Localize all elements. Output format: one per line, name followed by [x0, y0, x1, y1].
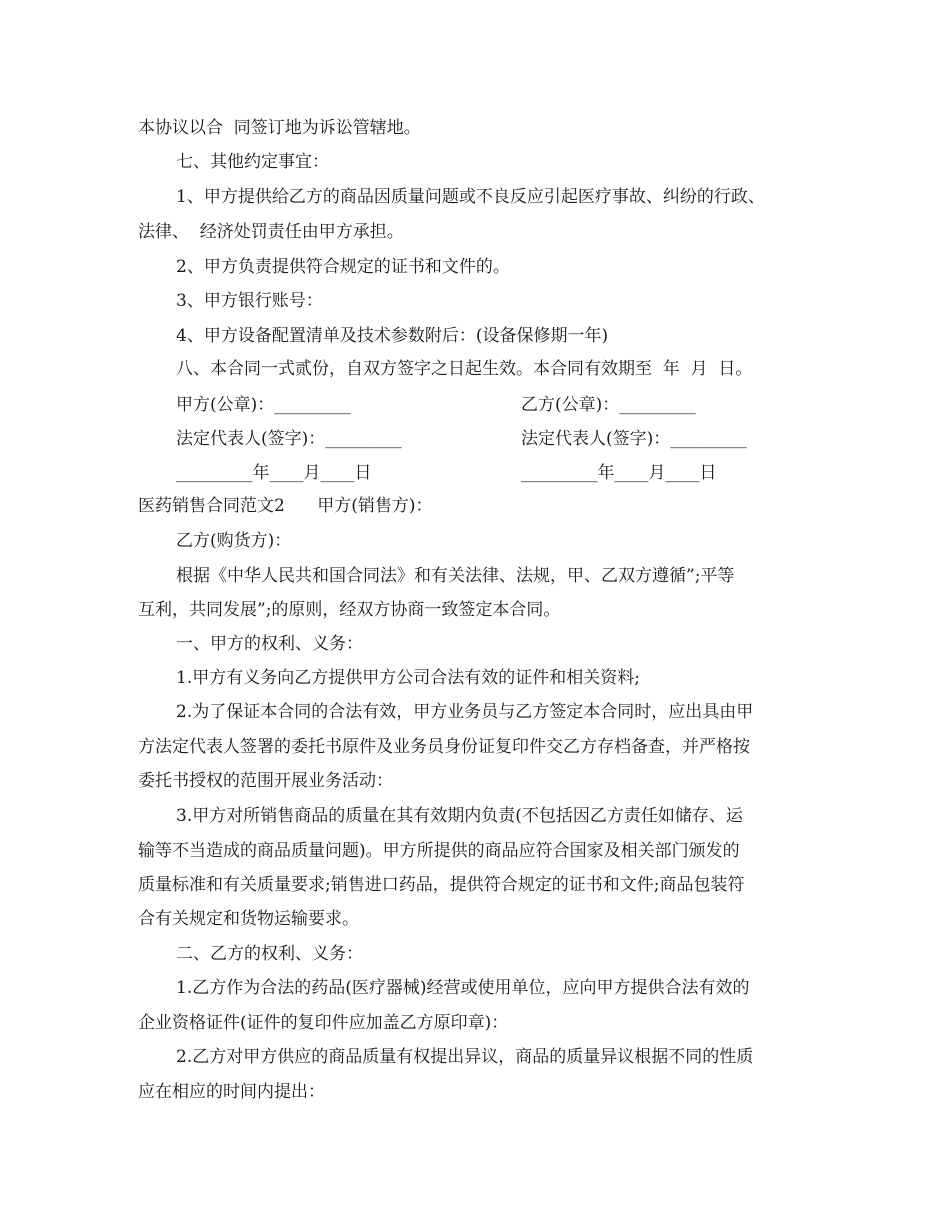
text-line: 4、甲方设备配置清单及技术参数附后：(设备保修期一年) [176, 326, 609, 346]
text-line: 乙方(购货方)： [176, 531, 292, 551]
text-line: 合有关规定和货物运输要求。 [138, 909, 359, 929]
section-heading: 一、甲方的权利、义务： [176, 634, 363, 654]
party-a-seal-field: 甲方(公章)：_________ [176, 395, 351, 415]
text-line: 委托书授权的范围开展业务活动： [138, 771, 393, 791]
text-line: 1.甲方有义务向乙方提供甲方公司合法有效的证件和相关资料; [176, 668, 640, 688]
text-line: 1、甲方提供给乙方的商品因质量问题或不良反应引起医疗事故、纠纷的行政、 [176, 187, 765, 207]
party-b-representative-field: 法定代表人(签字)：_________ [521, 429, 747, 449]
document-title-line: 医药销售合同范文2 甲方(销售方)： [138, 496, 433, 516]
section-heading: 八、本合同一式贰份，自双方签字之日起生效。本合同有效期至 年 月 日。 [176, 359, 753, 379]
text-line: 互利，共同发展”;的原则，经双方协商一致签定本合同。 [138, 600, 561, 620]
text-line: 3.甲方对所销售商品的质量在其有效期内负责(不包括因乙方责任如储存、运 [176, 806, 743, 826]
section-heading: 二、乙方的权利、义务： [176, 944, 363, 964]
text-line: 2.为了保证本合同的合法有效，甲方业务员与乙方签定本合同时，应出具由甲 [176, 702, 754, 722]
party-b-date-field: _________年____月____日 [521, 463, 717, 483]
section-heading: 七、其他约定事宜： [176, 152, 329, 172]
text-line: 本协议以合 同签订地为诉讼管辖地。 [138, 118, 421, 138]
party-b-seal-field: 乙方(公章)：_________ [521, 395, 696, 415]
text-line: 3、甲方银行账号： [176, 291, 323, 311]
text-line: 方法定代表人签署的委托书原件及业务员身份证复印件交乙方存档备查，并严格按 [138, 737, 750, 757]
text-line: 输等不当造成的商品质量问题)。甲方所提供的商品应符合国家及相关部门颁发的 [138, 841, 740, 861]
text-line: 质量标准和有关质量要求;销售进口药品，提供符合规定的证书和文件;商品包装符 [138, 875, 745, 895]
text-line: 2.乙方对甲方供应的商品质量有权提出异议，商品的质量异议根据不同的性质 [176, 1047, 754, 1067]
party-a-representative-field: 法定代表人(签字)：_________ [176, 429, 402, 449]
text-line: 1.乙方作为合法的药品(医疗器械)经营或使用单位，应向甲方提供合法有效的 [176, 978, 750, 998]
text-line: 法律、 经济处罚责任由甲方承担。 [138, 222, 404, 242]
party-a-date-field: _________年____月____日 [176, 463, 372, 483]
text-line: 2、甲方负责提供符合规定的证书和文件的。 [176, 257, 510, 277]
text-line: 根据《中华人民共和国合同法》和有关法律、法规，甲、乙双方遵循”;平等 [176, 566, 735, 586]
text-line: 企业资格证件(证件的复印件应加盖乙方原印章)： [138, 1013, 509, 1033]
text-line: 应在相应的时间内提出： [138, 1082, 325, 1102]
